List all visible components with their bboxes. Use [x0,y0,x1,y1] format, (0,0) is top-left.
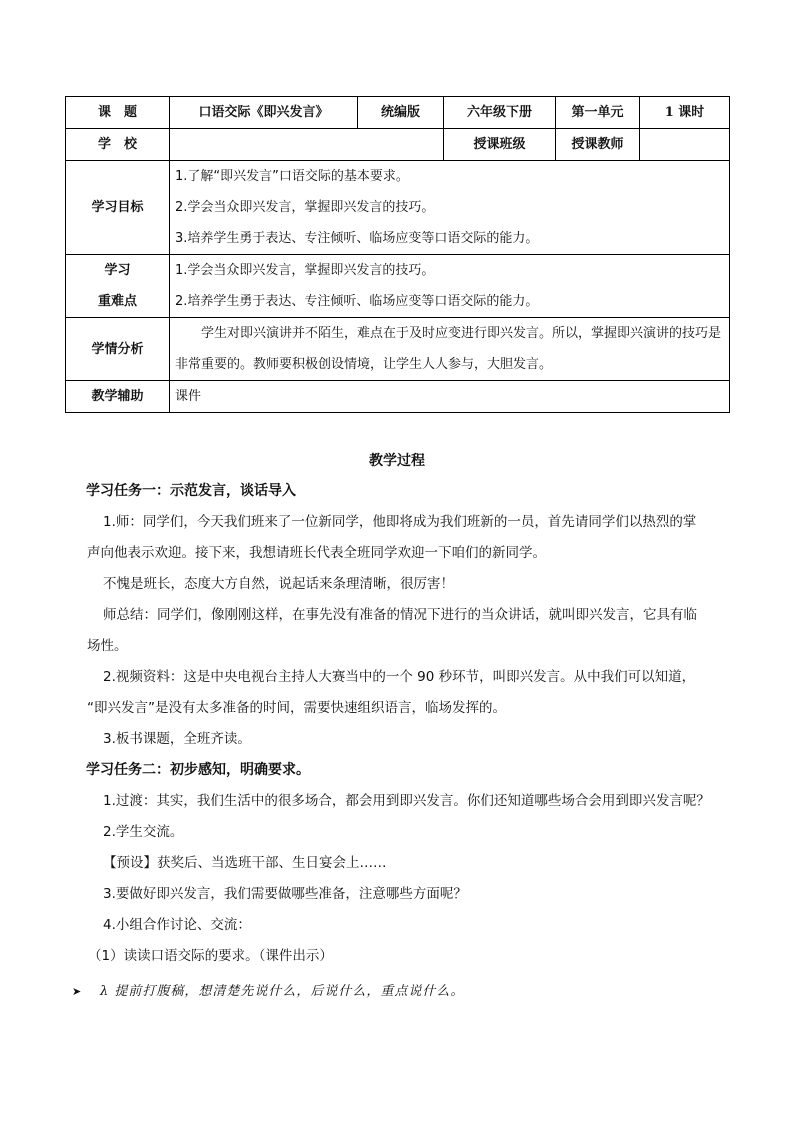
task1-p4-cont: “即兴发言”是没有太多准备的时间，需要快速组织语言，临场发挥的。 [87,700,506,716]
task2-p1: 1.过渡：其实，我们生活中的很多场合，都会用到即兴发言。你们还知道哪些场合会用到即兴发言呢？ [103,793,710,809]
lesson-info-table [65,96,730,413]
aids-value: 课件 [170,381,730,413]
key-point-item: 2.培养学生勇于表达、专注倾听、临场应变等口语交际的能力。 [175,294,539,309]
table-row-aids [66,381,730,413]
task1-p3-cont: 场性。 [87,638,128,654]
goals-list [170,161,730,255]
task1-p2: 不愧是班长，态度大方自然，说起话来条理清晰，很厉害！ [103,576,454,592]
grade: 六年级下册 [444,97,556,129]
task2-p6: （1）读读口语交际的要求。（课件出示） [88,948,333,964]
course-label: 课 题 [66,97,170,129]
aids-label: 教学辅助 [66,381,170,413]
goal-item: 2.学会当众即兴发言，掌握即兴发言的技巧。 [175,200,435,215]
analysis-label: 学情分析 [66,318,170,381]
edition: 统编版 [358,97,444,129]
key-point-item: 1.学会当众即兴发言，掌握即兴发言的技巧。 [175,263,435,278]
table-row-analysis [66,318,730,381]
table-row-goals [66,161,730,255]
bullet-text: λ 提前打腹稿，想清楚先说什么，后说什么，重点说什么。 [100,984,465,999]
hours: 1 课时 [640,97,730,129]
task1-p4: 2.视频资料：这是中央电视台主持人大赛当中的一个 90 秒环节，叫即兴发言。从中我们可以知道， [103,669,696,685]
table-row-course [66,97,730,129]
class-label: 授课班级 [444,129,556,161]
school-label: 学 校 [66,129,170,161]
table-row-key-points [66,255,730,318]
analysis-text: 学生对即兴演讲并不陌生，难点在于及时应变进行即兴发言。所以，掌握即兴演讲的技巧是非常重要的。教师要积极创设情境，让学生人人参与，大胆发言。 [175,326,722,372]
task2-p5: 4.小组合作讨论、交流： [103,917,251,933]
task1-p3: 师总结：同学们，像刚刚这样，在事先没有准备的情况下进行的当众讲话，就叫即兴发言，它具有临 [103,607,697,623]
key-points-list [170,255,730,318]
task2-p2: 2.学生交流。 [103,824,184,840]
course-title: 口语交际《即兴发言》 [170,97,358,129]
goals-label: 学习目标 [66,161,170,255]
process-title: 教学过程 [369,453,425,469]
teacher-value [640,129,730,161]
table-row-school [66,129,730,161]
process-body [88,476,728,972]
arrow-bullet-icon: ➤ [72,985,83,998]
key-points-label-line1: 学习 [104,263,131,278]
task1-p1: 1.师：同学们，今天我们班来了一位新同学，他即将成为我们班新的一员，首先请同学们以热烈的掌 [103,514,697,530]
key-points-label-line2: 重难点 [97,294,137,309]
unit: 第一单元 [556,97,640,129]
goal-item: 3.培养学生勇于表达、专注倾听、临场应变等口语交际的能力。 [175,231,539,246]
school-value [170,129,444,161]
bullet-item [72,980,752,999]
key-points-label [66,255,170,318]
task1-p5: 3.板书课题，全班齐读。 [103,731,251,747]
goal-item: 1.了解“即兴发言”口语交际的基本要求。 [175,169,409,184]
task2-heading: 学习任务二：初步感知，明确要求。 [86,762,310,778]
task1-p1-cont: 声向他表示欢迎。接下来，我想请班长代表全班同学欢迎一下咱们的新同学。 [87,545,546,561]
task1-heading: 学习任务一：示范发言，谈话导入 [86,483,296,499]
analysis-cell [170,318,730,381]
task2-p4: 3.要做好即兴发言，我们需要做哪些准备，注意哪些方面呢？ [103,886,467,902]
teacher-label: 授课教师 [556,129,640,161]
task2-p3: 【预设】获奖后、当选班干部、生日宴会上…… [103,855,387,871]
